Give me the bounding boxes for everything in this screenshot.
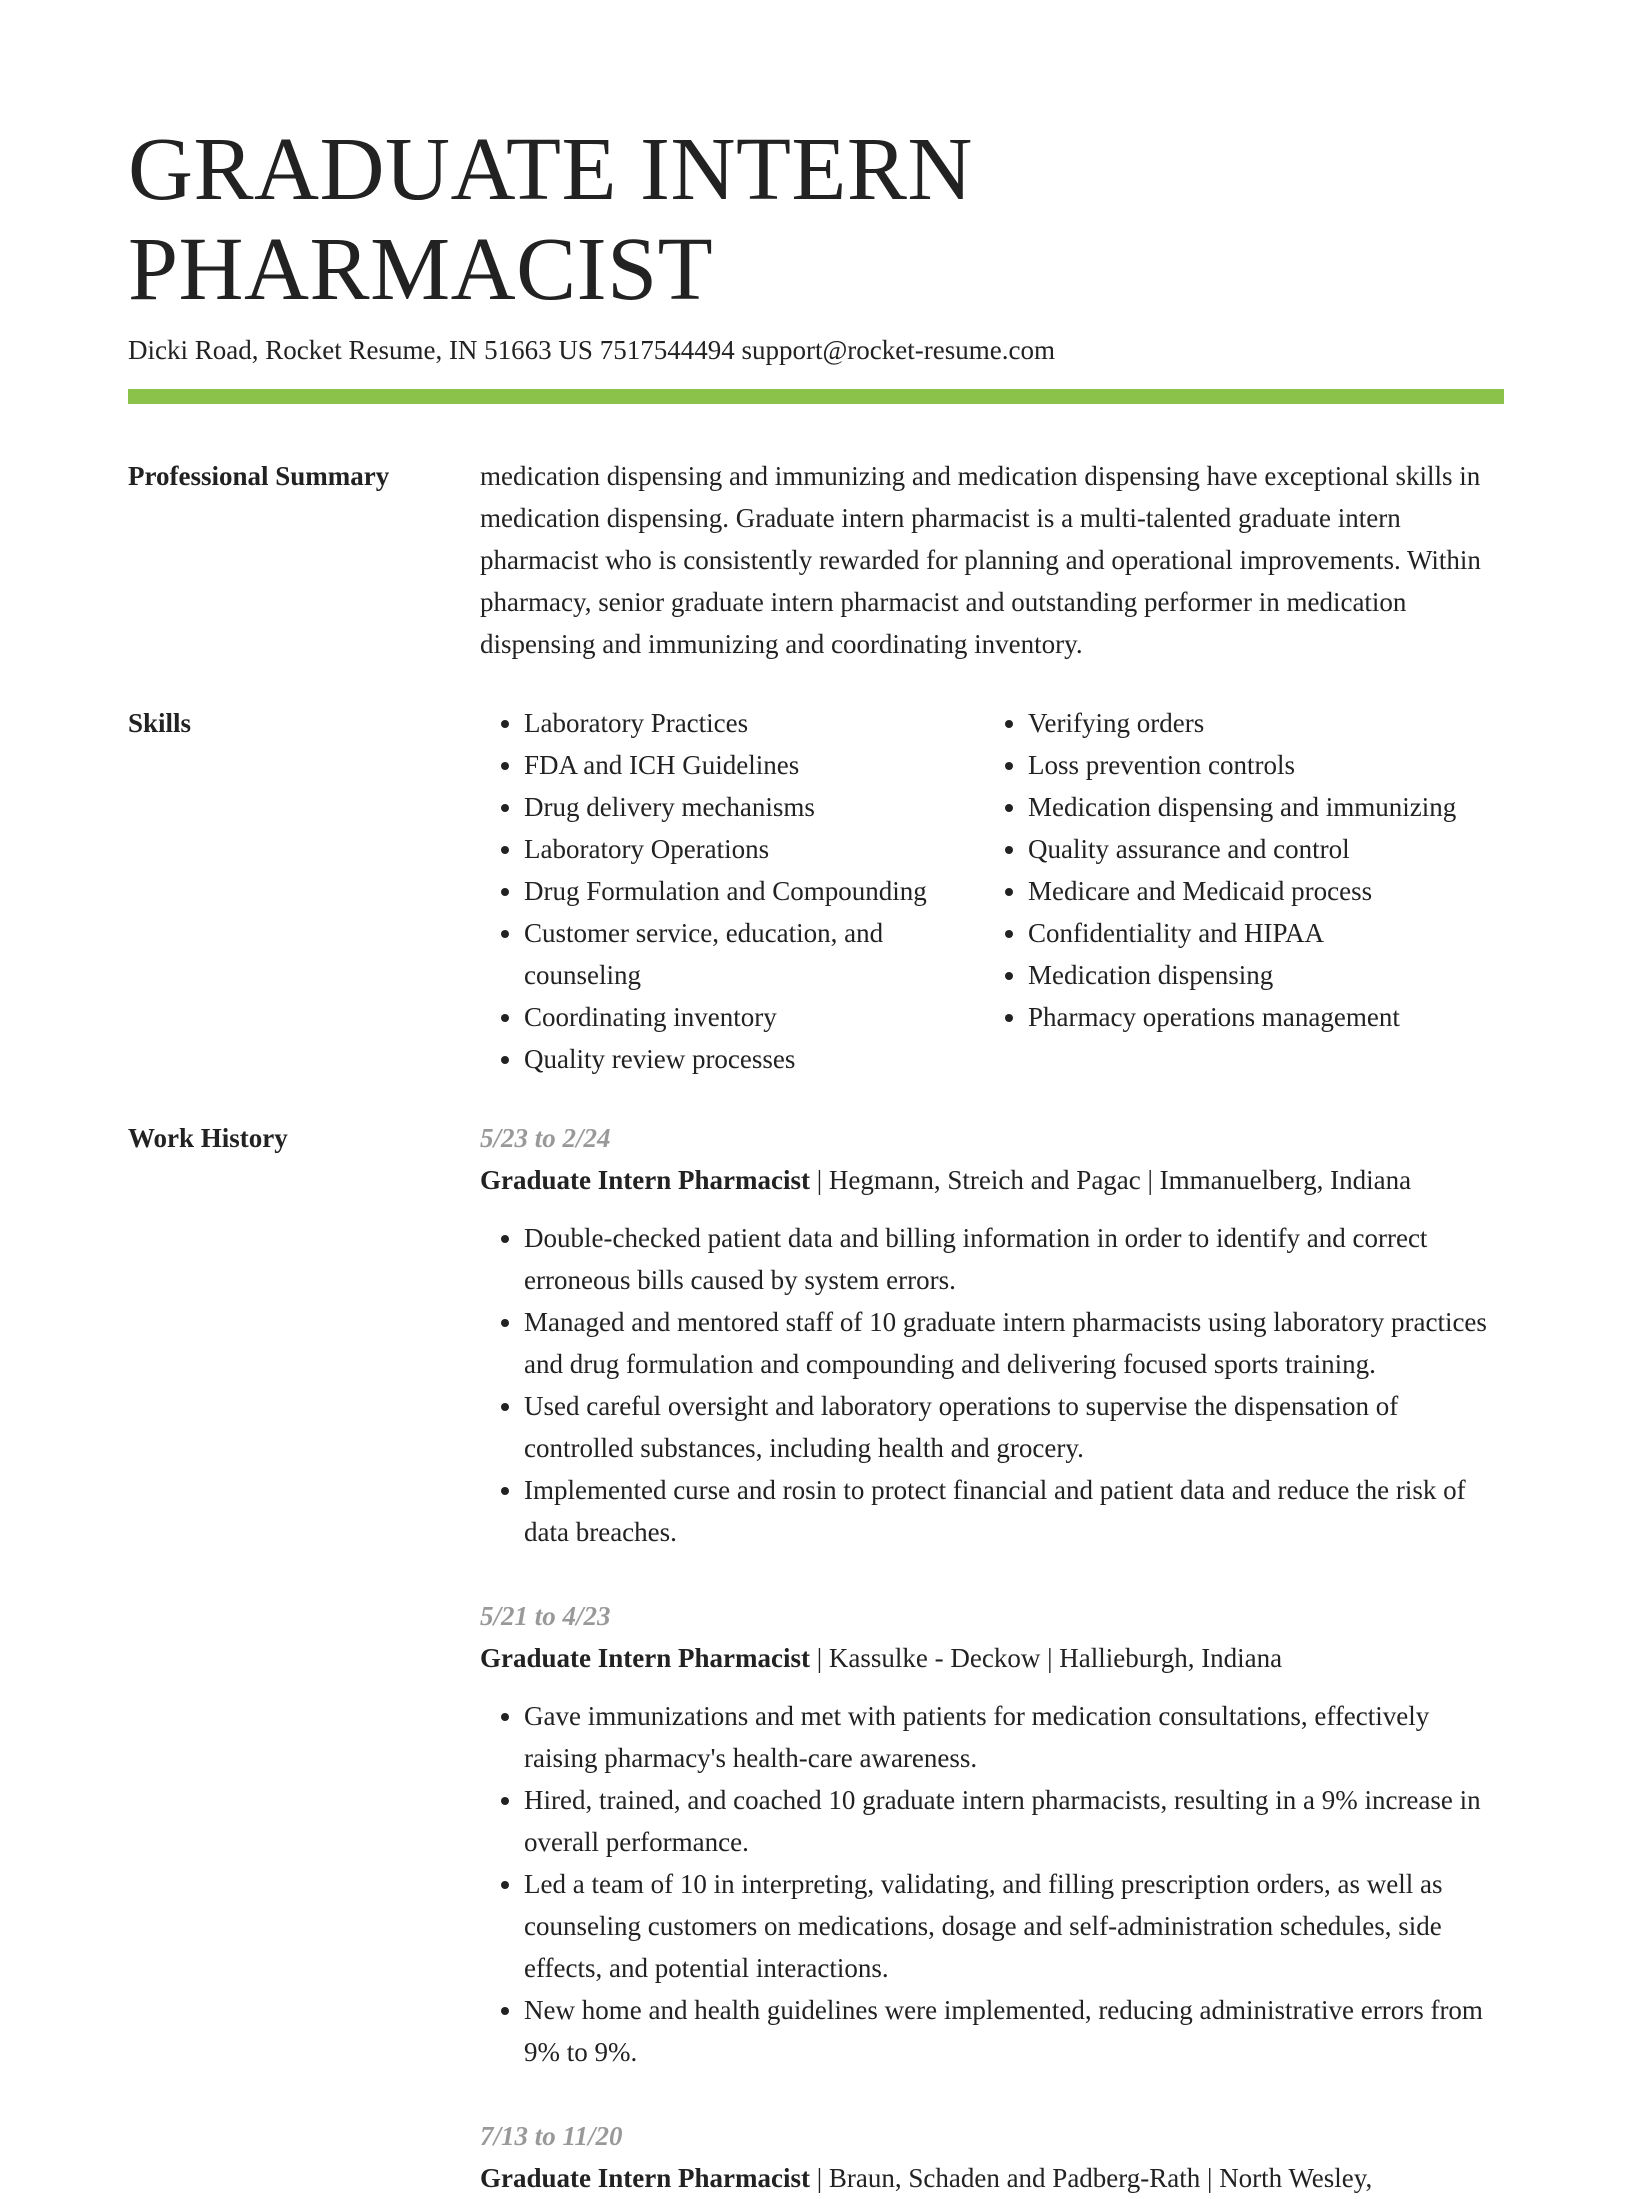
header-divider — [128, 389, 1504, 404]
job-bullet: • Implemented curse and rosin to protect financial and patient data and reduce the risk of data breaches. — [524, 1469, 1504, 1553]
job-heading — [480, 2157, 1504, 2199]
job-dates: 7/13 to 11/20 — [480, 2121, 623, 2151]
job-employer-location: | Braun, Schaden and Padberg-Rath | North Wesley, — [809, 2163, 1373, 2193]
section-title-work-history: Work History — [128, 1123, 288, 1153]
resume-page — [128, 0, 1504, 2199]
section-title-summary: Professional Summary — [128, 461, 390, 491]
skill-item: • Medication dispensing — [1028, 954, 1504, 996]
skill-item: • Loss prevention controls — [1028, 744, 1504, 786]
job-employer-location: | Kassulke - Deckow | Hallieburgh, Indiana — [809, 1643, 1283, 1673]
skills-list-left — [480, 702, 984, 1080]
skill-item: • Quality review processes — [524, 1038, 984, 1080]
job-heading — [480, 1637, 1504, 1679]
skills-list-right — [984, 702, 1504, 1080]
job-bullet: • Double-checked patient data and billing information in order to identify and correct erroneous bills caused by system errors. — [524, 1217, 1504, 1301]
skill-item: • FDA and ICH Guidelines — [524, 744, 984, 786]
skill-item: • Coordinating inventory — [524, 996, 984, 1038]
job-dates: 5/21 to 4/23 — [480, 1601, 611, 1631]
skill-item: • Laboratory Operations — [524, 828, 984, 870]
job-dates: 5/23 to 2/24 — [480, 1123, 611, 1153]
skill-item: • Pharmacy operations management — [1028, 996, 1504, 1038]
skill-item: • Verifying orders — [1028, 702, 1504, 744]
job-bullet: • Used careful oversight and laboratory operations to supervise the dispensation of controlled substances, including health and grocery. — [524, 1385, 1504, 1469]
job-bullet: • Gave immunizations and met with patients for medication consultations, effectively raising pharmacy's health-care awareness. — [524, 1695, 1504, 1779]
job-heading — [480, 1159, 1504, 1201]
job-bullet: • Led a team of 10 in interpreting, validating, and filling prescription orders, as well as counseling customers on medications, dosage and self-administration schedules, side effects, and potential interactions. — [524, 1863, 1504, 1989]
job-entry — [480, 1117, 1504, 1553]
job-entry — [480, 1595, 1504, 2073]
skill-item: • Customer service, education, and counseling — [524, 912, 984, 996]
summary-section — [128, 455, 1504, 665]
work-history-section — [128, 1117, 1504, 2199]
section-title-skills: Skills — [128, 708, 192, 738]
job-bullet: • Hired, trained, and coached 10 graduate intern pharmacists, resulting in a 9% increase in overall performance. — [524, 1779, 1504, 1863]
job-bullet: • New home and health guidelines were implemented, reducing administrative errors from 9% to 9%. — [524, 1989, 1504, 2073]
contact-info: Dicki Road, Rocket Resume, IN 51663 US 7517544494 support@rocket-resume.com — [128, 335, 1055, 365]
job-title: Graduate Intern Pharmacist — [480, 2163, 810, 2193]
skill-item: • Medicare and Medicaid process — [1028, 870, 1504, 912]
job-bullets — [480, 1695, 1504, 2073]
skills-section — [128, 702, 1504, 1080]
job-entry — [480, 2115, 1504, 2199]
skill-item: • Drug delivery mechanisms — [524, 786, 984, 828]
job-bullet: • Managed and mentored staff of 10 graduate intern pharmacists using laboratory practices and drug formulation and compounding and delivering focused sports training. — [524, 1301, 1504, 1385]
job-title: Graduate Intern Pharmacist — [480, 1165, 810, 1195]
job-employer-location: | Hegmann, Streich and Pagac | Immanuelberg, Indiana — [809, 1165, 1412, 1195]
resume-title: GRADUATE INTERN PHARMACIST — [128, 120, 973, 319]
skill-item: • Quality assurance and control — [1028, 828, 1504, 870]
skill-item: • Confidentiality and HIPAA — [1028, 912, 1504, 954]
skill-item: • Laboratory Practices — [524, 702, 984, 744]
job-bullets — [480, 1217, 1504, 1553]
skill-item: • Medication dispensing and immunizing — [1028, 786, 1504, 828]
skill-item: • Drug Formulation and Compounding — [524, 870, 984, 912]
summary-text: medication dispensing and immunizing and medication dispensing have exceptional skills in medication dispensing. Graduate intern pharmacist is a multi-talented graduate intern pharmacist who is consistently rewarded for planning and operational improvements. Within pharmacy, senior graduate intern pharmacist and outstanding performer in medication dispensing and immunizing and coordinating inventory. — [480, 461, 1481, 659]
job-title: Graduate Intern Pharmacist — [480, 1643, 810, 1673]
